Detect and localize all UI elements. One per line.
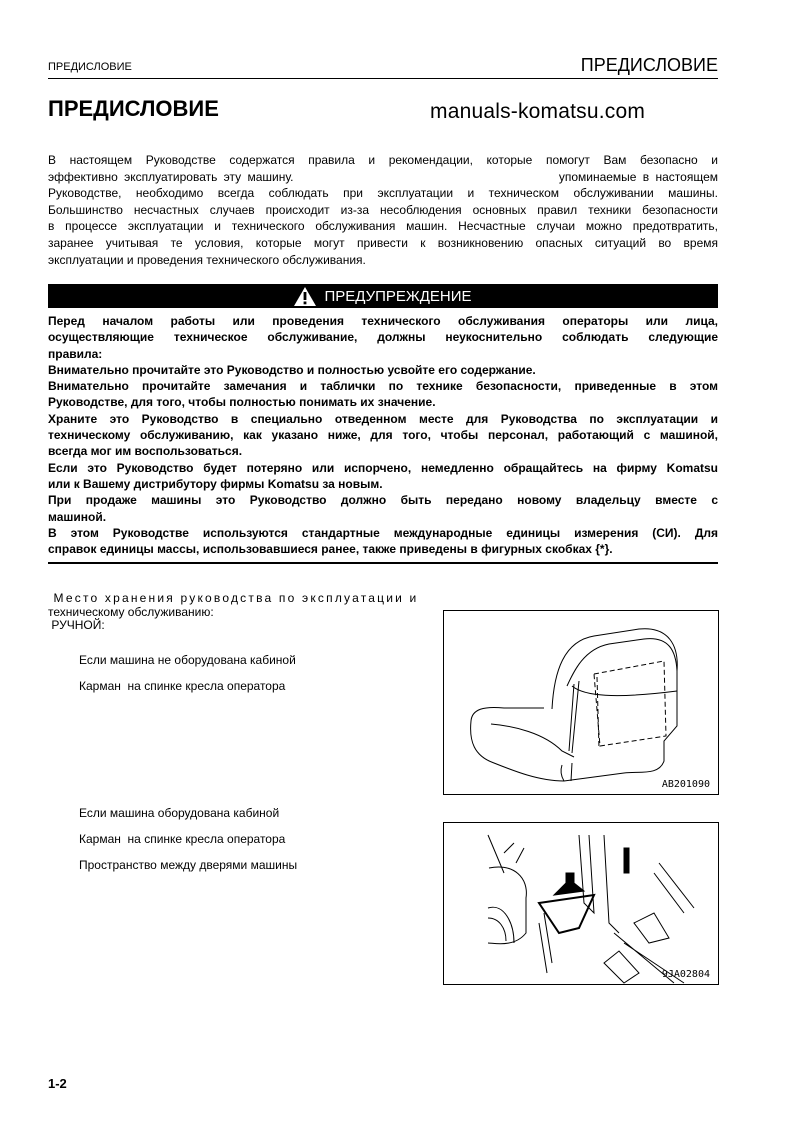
storage-heading-line1: Место хранения руководства по эксплуатации и: [48, 591, 419, 605]
warning-banner: [48, 284, 718, 308]
warning-line: правила:: [48, 346, 103, 361]
intro-line: эксплуатации и проведения технического обслуживания.: [48, 252, 366, 267]
intro-line: В настоящем Руководстве содержатся правила и рекомендации, которые помогут Вам безопасно и: [48, 153, 718, 167]
storage-heading-line2: техническому обслуживанию:: [48, 604, 214, 619]
warning-line: всегда мог им воспользоваться.: [48, 444, 243, 459]
warning-line: справок единицы массы, использовавшиеся ранее, также приведены в фигурных скобках {*}.: [48, 542, 613, 557]
warning-line: Перед началом работы или проведения технического обслуживания операторы или лица,: [48, 314, 718, 328]
warning-label: ПРЕДУПРЕЖДЕНИЕ: [324, 287, 472, 305]
warning-line: осуществляющие техническое обслуживание, должны неукоснительно соблюдать следующие: [48, 330, 718, 345]
warning-line: Храните это Руководство в специально отведенном месте для Руководства по эксплуатации и: [48, 411, 718, 426]
cab-label: Если машина оборудована кабиной: [79, 806, 280, 820]
seat-pocket-illustration: [443, 610, 719, 795]
intro-line: Руководстве, необходимо всегда соблюдать при эксплуатации и техническом обслуживании машины.: [48, 186, 718, 201]
warning-line: В этом Руководстве используются стандартные международные единицы измерения (СИ). Для: [48, 525, 718, 540]
warning-text: [48, 313, 718, 557]
intro-line: эффективно эксплуатировать эту машину. упоминаемые в настоящем: [48, 169, 718, 184]
warning-line: Если это Руководство будет потеряно или испорчено, немедленно обращайтесь на фирму Komatsu: [48, 460, 718, 475]
page-number: 1-2: [48, 1076, 67, 1091]
storage-heading: [48, 592, 428, 633]
header-divider: [48, 78, 718, 79]
warning-line: или к Вашему дистрибутору фирмы Komatsu за новым.: [48, 476, 383, 491]
intro-line: заранее учитывая те условия, которые могут привести к возникновению опасных ситуаций во время: [48, 235, 718, 250]
warning-triangle-icon: [294, 287, 316, 306]
cab-location-1: Карман на спинке кресла оператора: [79, 832, 286, 846]
warning-line: Внимательно прочитайте это Руководство и полностью усвойте его содержание.: [48, 362, 536, 377]
figure-code: AB201090: [661, 779, 710, 790]
cab-pocket-illustration: [443, 822, 719, 985]
intro-paragraph: [48, 152, 718, 268]
no-cab-location: Карман на спинке кресла оператора: [79, 679, 286, 693]
figure-code: 9JA02804: [661, 969, 710, 980]
warning-line: Внимательно прочитайте замечания и таблички по технике безопасности, приведенные в этом: [48, 379, 718, 394]
warning-bottom-rule: [48, 562, 718, 564]
intro-line: в процессе эксплуатации и технического обслуживания машин. Несчастные случаи можно предотвратить,: [48, 219, 718, 234]
cab-location-2: Пространство между дверями машины: [79, 858, 298, 872]
running-header-left: ПРЕДИСЛОВИЕ: [48, 61, 132, 73]
warning-line: Руководстве, для того, чтобы полностью понимать их значение.: [48, 395, 436, 410]
no-cab-label: Если машина не оборудована кабиной: [79, 653, 296, 667]
watermark: manuals-komatsu.com: [430, 100, 646, 123]
manual-label: РУЧНОЙ:: [48, 618, 105, 632]
warning-line: При продаже машины это Руководство должно быть передано новому владельцу вместе с: [48, 493, 718, 508]
warning-line: техническому обслуживанию, как указано ниже, для того, чтобы персонал, работающий с машиной,: [48, 428, 718, 443]
page-title: ПРЕДИСЛОВИЕ: [48, 96, 219, 121]
intro-line: Большинство несчастных случаев происходит из-за несоблюдения основных правил техники безопасности: [48, 202, 718, 217]
running-header-right: ПРЕДИСЛОВИЕ: [580, 55, 718, 75]
warning-line: машиной.: [48, 509, 107, 524]
